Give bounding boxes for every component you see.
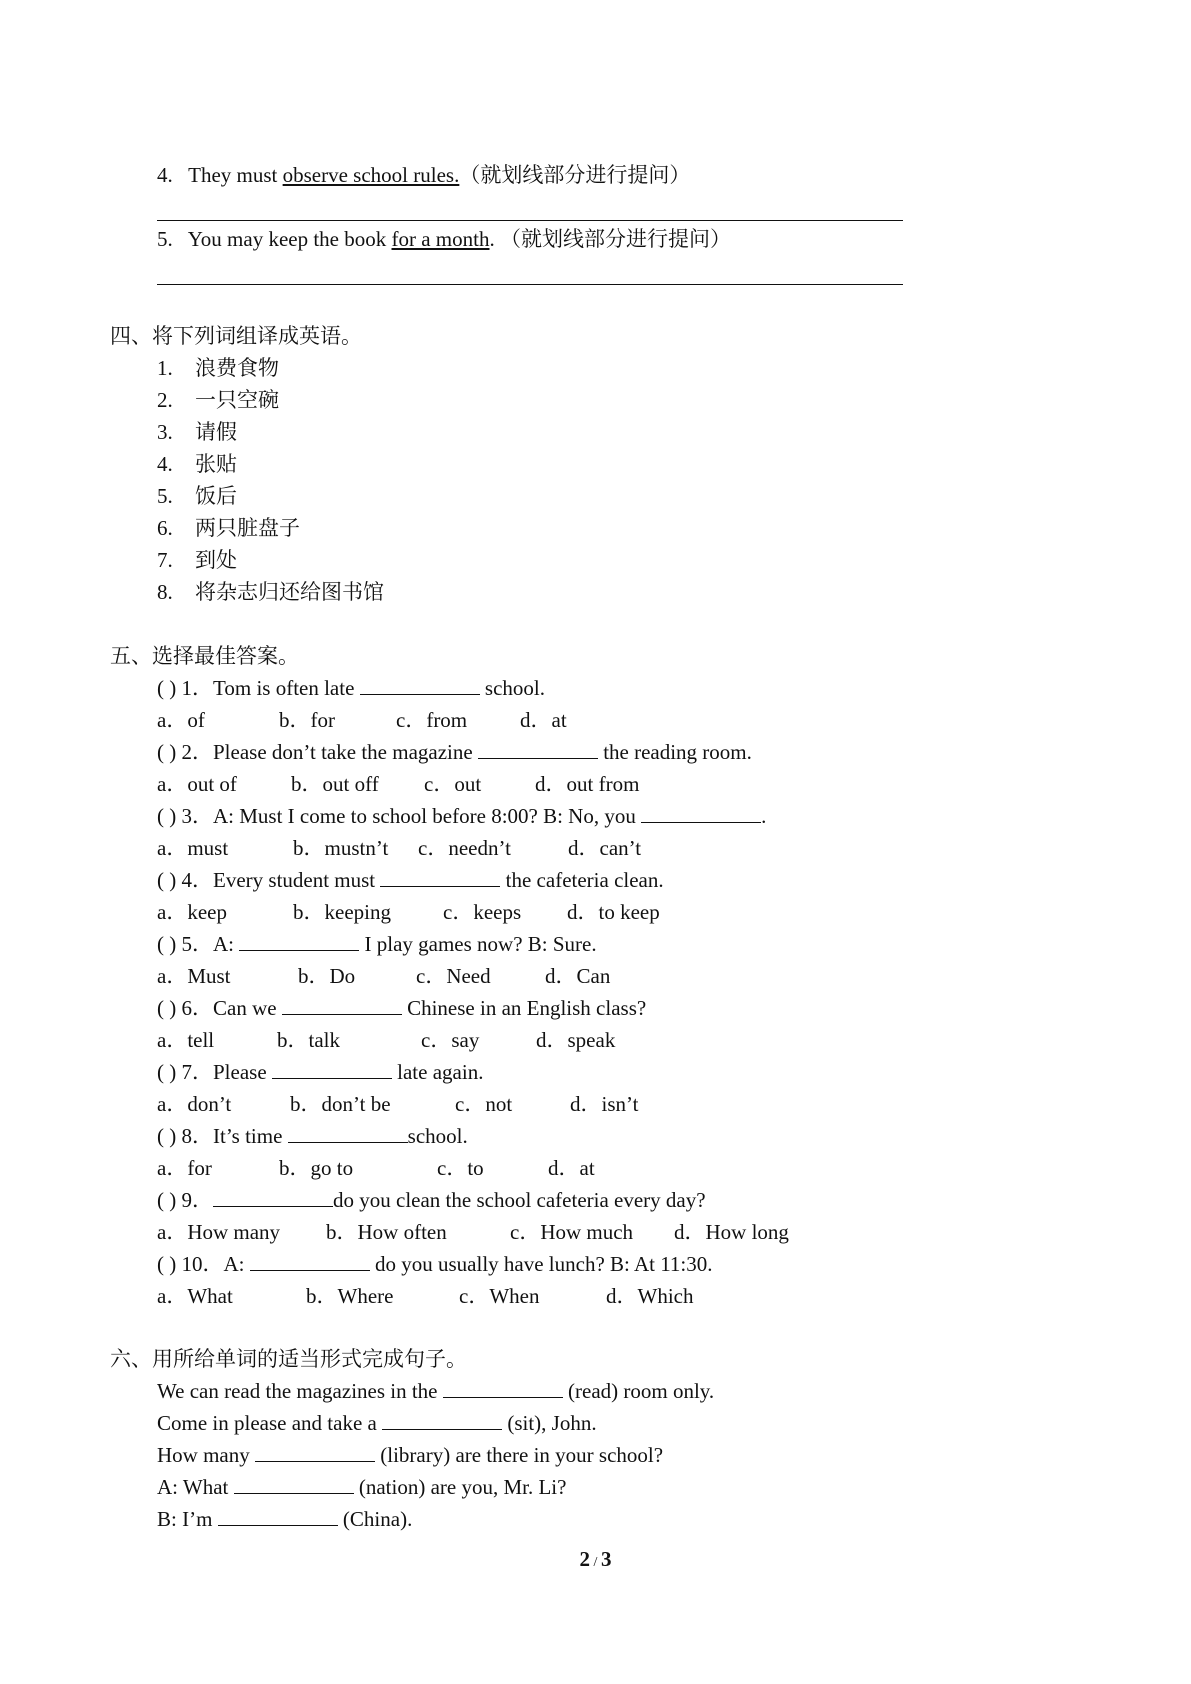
answer-paren[interactable]: ( ) 7． [157, 1060, 213, 1084]
option-b[interactable]: b．Where [306, 1284, 394, 1308]
option-d[interactable]: d．out from [535, 772, 640, 796]
item-number: 3. [157, 420, 173, 444]
question-text: late again. [391, 1060, 484, 1084]
sentence-text: (library) are there in your school? [375, 1443, 664, 1467]
answer-paren[interactable]: ( ) 6． [157, 996, 213, 1020]
option-d[interactable]: d．Can [545, 964, 611, 988]
question-text: It’s time [213, 1124, 288, 1148]
item-text: 浪费食物 [195, 356, 279, 380]
section-4-heading: 四、将下列词组译成英语。 [110, 324, 362, 348]
answer-paren[interactable]: ( ) 10． [157, 1252, 224, 1276]
sentence-item [157, 1506, 412, 1532]
item-number: 8. [157, 580, 173, 604]
option-a[interactable]: a．must [157, 836, 229, 860]
item-text: 到处 [195, 548, 237, 572]
item-text: 一只空碗 [195, 388, 279, 412]
question-text: Can we [213, 996, 282, 1020]
question-text: school. [407, 1124, 468, 1148]
answer-paren[interactable]: ( ) 5． [157, 932, 213, 956]
answer-blank[interactable] [478, 758, 598, 759]
option-d[interactable]: d．speak [536, 1028, 616, 1052]
item-number: 5. [157, 484, 173, 508]
option-b[interactable]: b．talk [277, 1028, 340, 1052]
option-a[interactable]: a．What [157, 1284, 233, 1308]
question-text: A: [213, 932, 240, 956]
item-text: 请假 [195, 420, 237, 444]
answer-line-4[interactable] [157, 220, 903, 221]
question-row [157, 931, 597, 957]
underlined-phrase: for a month [391, 227, 490, 251]
sentence-item [157, 1410, 597, 1436]
option-a[interactable]: a．Must [157, 964, 231, 988]
answer-blank[interactable] [443, 1397, 563, 1398]
option-a[interactable]: a．keep [157, 900, 227, 924]
item-number: 7. [157, 548, 173, 572]
question-5: 5. You may keep the book for a month. （就划线部分进行提问） [157, 227, 731, 251]
option-b[interactable]: b．for [279, 708, 335, 732]
sentence-item [157, 1474, 566, 1500]
question-row [157, 1123, 468, 1149]
option-a[interactable]: a．for [157, 1156, 212, 1180]
option-a[interactable]: a．tell [157, 1028, 215, 1052]
option-a[interactable]: a．How many [157, 1220, 281, 1244]
answer-blank[interactable] [255, 1461, 375, 1462]
sentence-text: Come in please and take a [157, 1411, 383, 1435]
sentence-item [157, 1442, 663, 1468]
sentence-text: (sit), John. [502, 1411, 597, 1435]
list-item [157, 579, 384, 605]
question-text: Tom is often late [213, 676, 360, 700]
option-b[interactable]: b．don’t be [290, 1092, 391, 1116]
answer-blank[interactable] [360, 694, 480, 695]
item-number: 6. [157, 516, 173, 540]
sentence-text: How many [157, 1443, 255, 1467]
list-item [157, 387, 279, 413]
option-b[interactable]: b．out off [291, 772, 379, 796]
answer-paren[interactable]: ( ) 9． [157, 1188, 213, 1212]
page-number: 2 / 3 [579, 1547, 612, 1571]
option-c[interactable]: c．How much [510, 1220, 634, 1244]
sentence-text: A: What [157, 1475, 234, 1499]
question-row [157, 995, 646, 1021]
answer-blank[interactable] [218, 1525, 338, 1526]
option-c[interactable]: c．from [396, 708, 468, 732]
answer-paren[interactable]: ( ) 3． [157, 804, 213, 828]
item-number: 1. [157, 356, 173, 380]
list-item [157, 547, 237, 573]
question-4: 4. They must observe school rules.（就划线部分进行提问） [157, 163, 691, 187]
question-text: do you clean the school cafeteria every day? [333, 1188, 706, 1212]
question-text: school. [479, 676, 545, 700]
sentence-text: We can read the magazines in the [157, 1379, 443, 1403]
question-text: Chinese in an English class? [401, 996, 647, 1020]
answer-blank[interactable] [250, 1270, 370, 1271]
question-row [157, 675, 545, 701]
sentence-item [157, 1378, 714, 1404]
option-d[interactable]: d．at [520, 708, 567, 732]
option-b[interactable]: b．mustn’t [293, 836, 389, 860]
answer-blank[interactable] [380, 886, 500, 887]
question-text: A: Must I come to school before 8:00? B: No, you [213, 804, 642, 828]
option-c[interactable]: c．keeps [443, 900, 522, 924]
list-item [157, 451, 237, 477]
underlined-phrase: observe school rules. [282, 163, 460, 187]
question-text: do you usually have lunch? B: At 11:30. [369, 1252, 713, 1276]
sentence-text: (read) room only. [562, 1379, 715, 1403]
option-b[interactable]: b．How often [326, 1220, 447, 1244]
option-b[interactable]: b．go to [279, 1156, 354, 1180]
option-b[interactable]: b．keeping [293, 900, 391, 924]
option-d[interactable]: d．can’t [568, 836, 642, 860]
answer-blank[interactable] [234, 1493, 354, 1494]
item-text: 张贴 [195, 452, 237, 476]
list-item [157, 515, 300, 541]
option-d[interactable]: d．to keep [567, 900, 660, 924]
sentence-text: B: I’m [157, 1507, 218, 1531]
item-text: 两只脏盘子 [195, 516, 300, 540]
answer-blank[interactable] [382, 1429, 502, 1430]
answer-line-5[interactable] [157, 284, 903, 285]
answer-blank[interactable] [641, 822, 761, 823]
question-text: I play games now? B: Sure. [359, 932, 597, 956]
sentence-text: (China). [337, 1507, 413, 1531]
answer-blank[interactable] [213, 1206, 333, 1207]
option-d[interactable]: d．at [548, 1156, 595, 1180]
option-b[interactable]: b．Do [298, 964, 356, 988]
option-a[interactable]: a．out of [157, 772, 237, 796]
question-row [157, 739, 752, 765]
answer-blank[interactable] [239, 950, 359, 951]
item-text: 饭后 [195, 484, 237, 508]
list-item [157, 419, 237, 445]
answer-blank[interactable] [272, 1078, 392, 1079]
section-6-heading: 六、用所给单词的适当形式完成句子。 [110, 1347, 467, 1371]
question-row [157, 1059, 483, 1085]
question-text: the reading room. [597, 740, 752, 764]
option-c[interactable]: c．say [421, 1028, 480, 1052]
option-c[interactable]: c．out [424, 772, 482, 796]
answer-paren[interactable]: ( ) 8． [157, 1124, 213, 1148]
option-a[interactable]: a．of [157, 708, 205, 732]
option-d[interactable]: d．How long [674, 1220, 789, 1244]
question-row [157, 1251, 713, 1277]
item-number: 4. [157, 452, 173, 476]
answer-paren[interactable]: ( ) 2． [157, 740, 213, 764]
question-row [157, 867, 664, 893]
option-c[interactable]: c．to [437, 1156, 484, 1180]
sentence-text: (nation) are you, Mr. Li? [353, 1475, 567, 1499]
question-text: Please [213, 1060, 272, 1084]
option-c[interactable]: c．needn’t [418, 836, 511, 860]
answer-blank[interactable] [282, 1014, 402, 1015]
option-d[interactable]: d．isn’t [570, 1092, 639, 1116]
option-d[interactable]: d．Which [606, 1284, 694, 1308]
list-item [157, 355, 279, 381]
question-text: A: [223, 1252, 250, 1276]
question-row [157, 1187, 706, 1213]
question-text: the cafeteria clean. [500, 868, 664, 892]
question-text: Every student must [213, 868, 381, 892]
question-row [157, 803, 766, 829]
option-c[interactable]: c．When [459, 1284, 540, 1308]
option-a[interactable]: a．don’t [157, 1092, 232, 1116]
question-text: . [761, 804, 767, 828]
item-number: 2. [157, 388, 173, 412]
answer-blank[interactable] [288, 1142, 408, 1143]
answer-paren[interactable]: ( ) 1． [157, 676, 213, 700]
option-c[interactable]: c．Need [416, 964, 491, 988]
question-text: Please don’t take the magazine [213, 740, 478, 764]
item-text: 将杂志归还给图书馆 [195, 580, 384, 604]
section-5-heading: 五、选择最佳答案。 [110, 644, 299, 668]
answer-paren[interactable]: ( ) 4． [157, 868, 213, 892]
option-c[interactable]: c．not [455, 1092, 513, 1116]
list-item [157, 483, 237, 509]
